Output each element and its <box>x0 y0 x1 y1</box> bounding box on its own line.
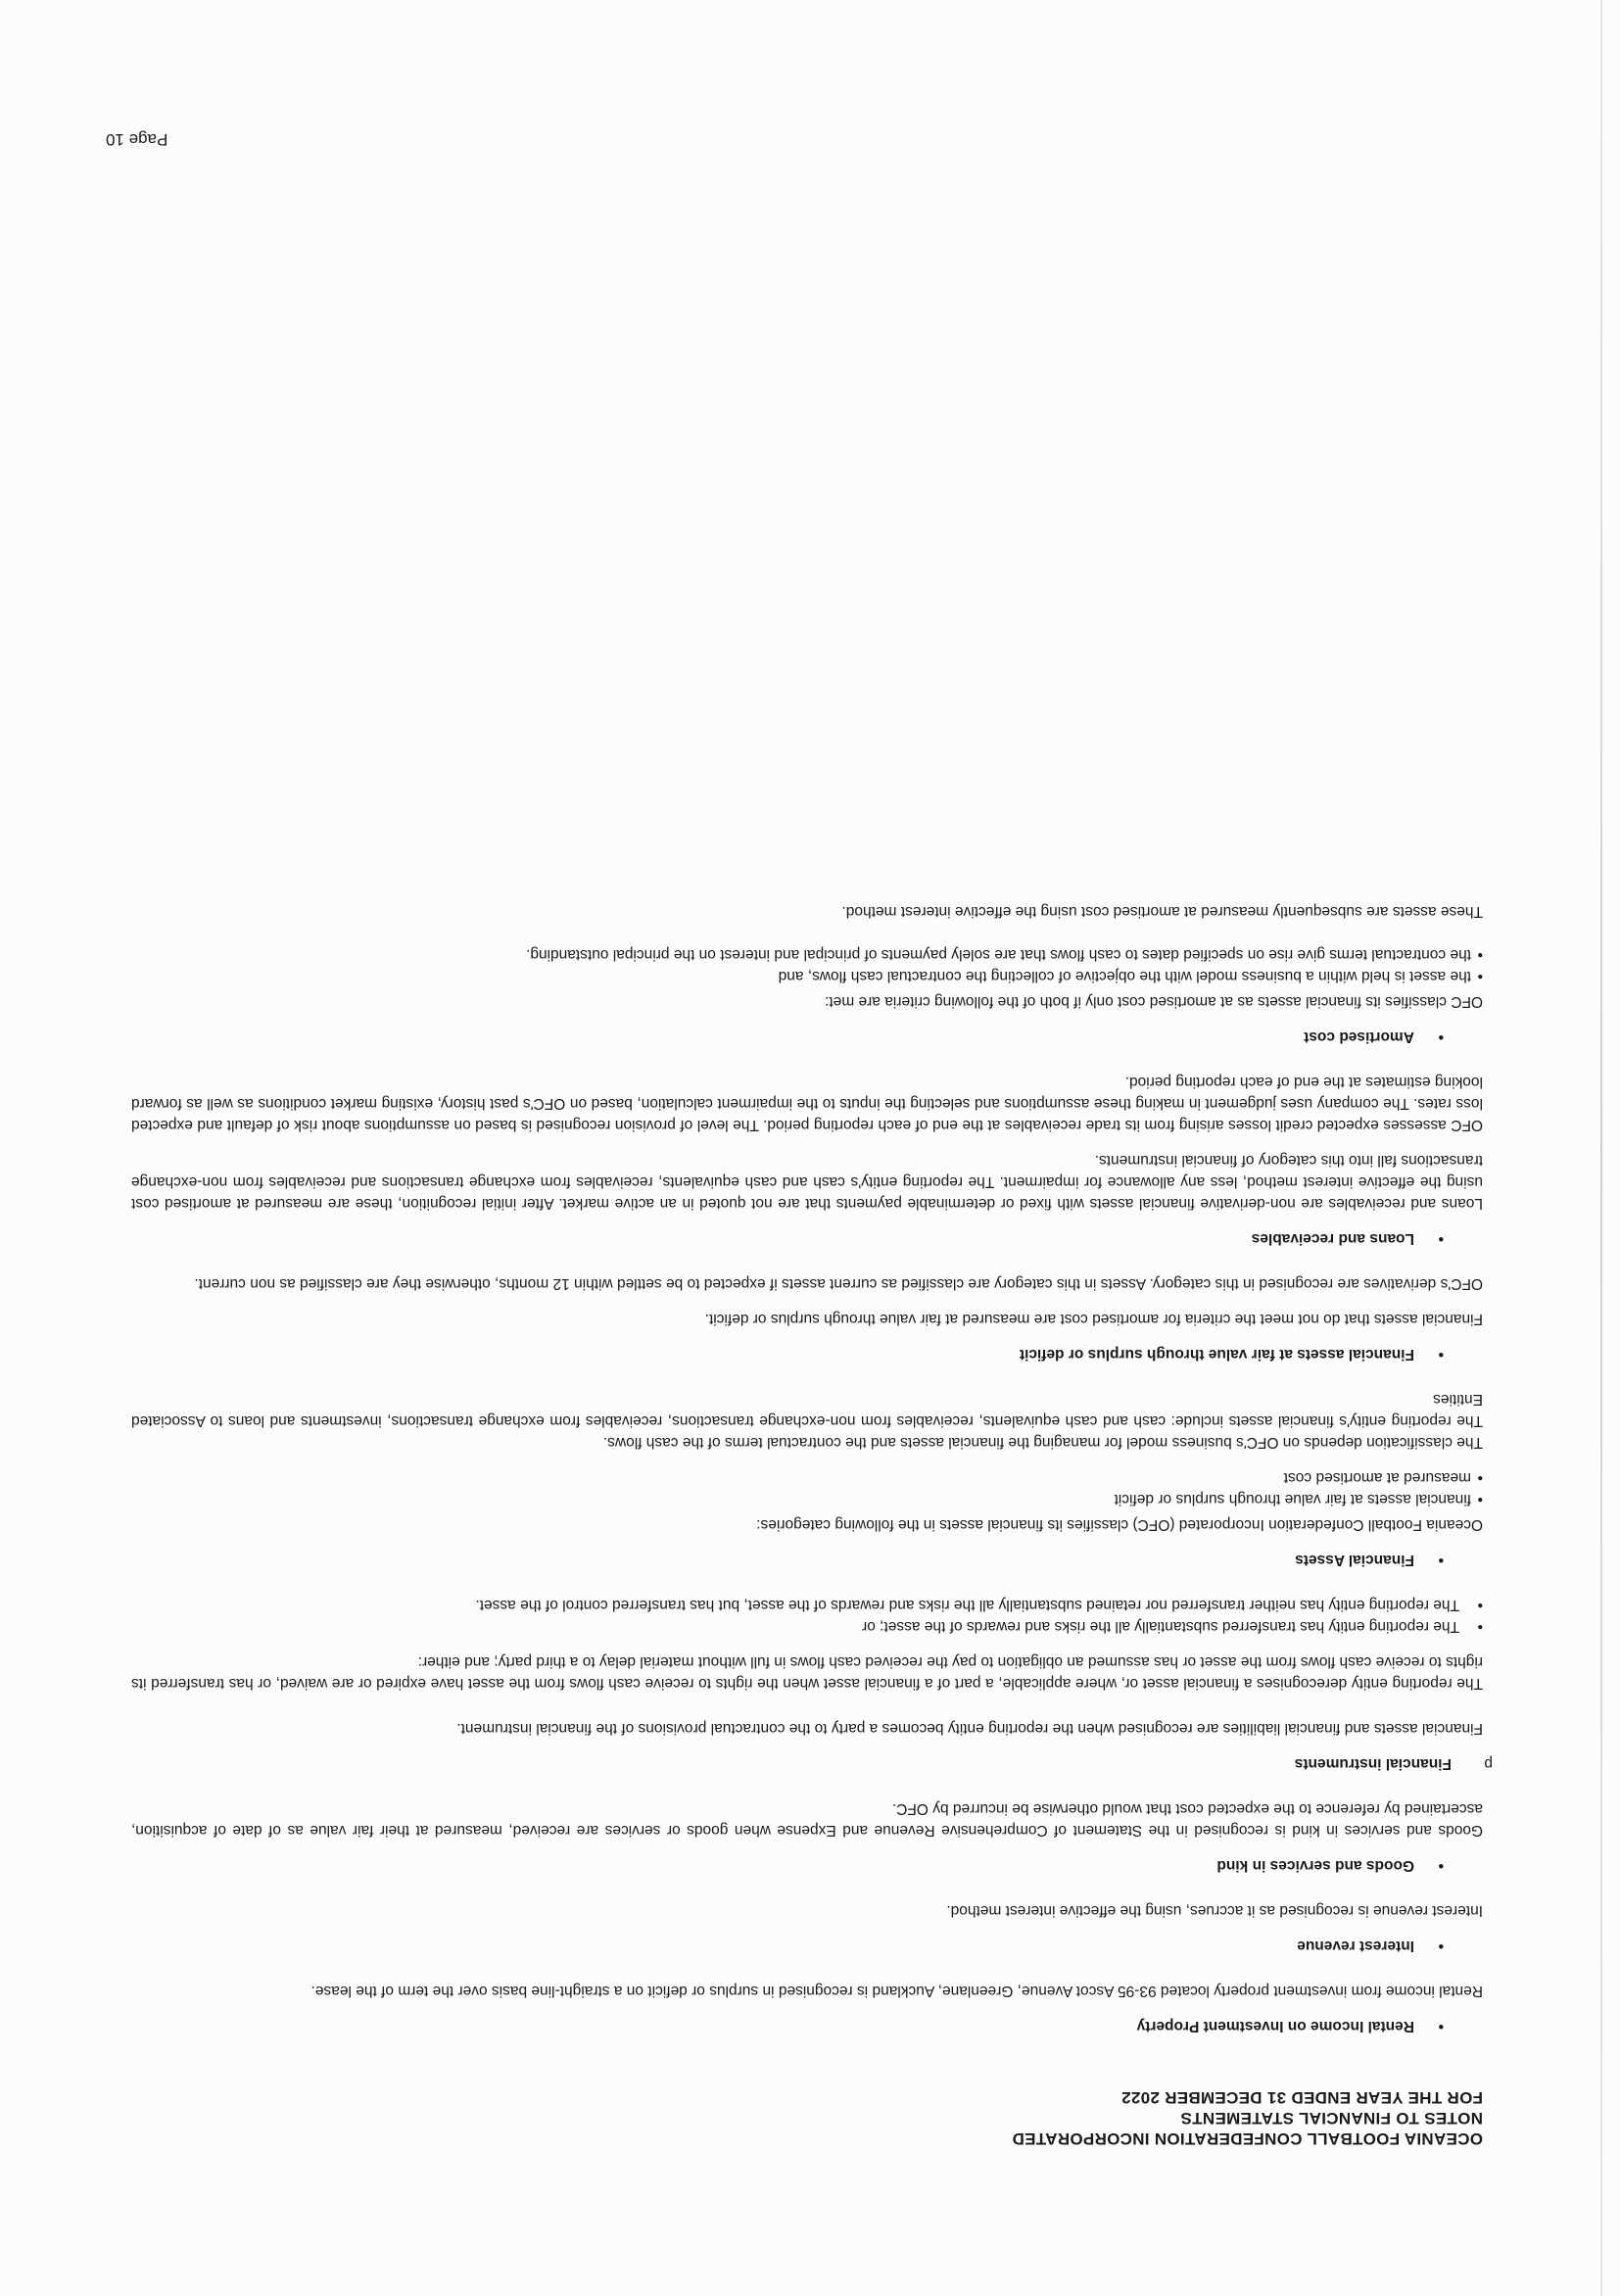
heading-text: Financial assets at fair value through surplus or deficit <box>1019 1346 1414 1363</box>
heading-text: Goods and services in kind <box>1216 1857 1414 1874</box>
section-financial-instruments <box>131 1594 1493 1774</box>
section-loans <box>131 1071 1483 1249</box>
bullet-icon: • <box>1438 1346 1444 1363</box>
list-item: • financial assets at fair value through surplus or deficit <box>131 1488 1483 1509</box>
page-number: Page 10 <box>106 130 168 149</box>
paragraph: OFC classifies its financial assets as at amortised cost only if both of the following criteria are met: <box>825 993 1483 1010</box>
section-goods <box>131 1797 1483 1876</box>
bullet-icon: • <box>1438 1937 1444 1954</box>
bullet-icon: • <box>1438 1028 1444 1045</box>
paragraph: Loans and receivables are non-derivative financial assets with fixed or determinable payments that are not quoted in an active market. After initial recognition, these are measured at amortised cost using the effective interest method, less any allowance for impairment. The reporting entity's cash and cash equivalents, receivables from exchange transactions and receivables from non-exchange transactions fall into this category of financial instruments. <box>131 1152 1483 1212</box>
section-heading <box>131 1752 1493 1774</box>
paragraph: These assets are subsequently measured at amortised cost using the effective interest method. <box>841 903 1483 920</box>
paragraph: Goods and services in kind is recognised in the Statement of Comprehensive Revenue and Expense when goods or services are received, measured at their fair value as of date of acquisition, ascertained by reference to the expected cost that would otherwise be incurred by OFC. <box>131 1800 1483 1839</box>
paragraph: Rental income from investment property located 93-95 Ascot Avenue, Greenlane, Auckland is recognised in surplus or deficit on a straight-line basis over the term of the lease. <box>310 1983 1483 1999</box>
paragraph: OFC's derivatives are recognised in this category. Assets in this category are classified as current assets if expected to be settled within 12 months, otherwise they are classified as non current. <box>194 1275 1483 1292</box>
heading-text: Rental Income on Investment Property <box>1136 2018 1414 2034</box>
list-item: • measured at amortised cost <box>131 1466 1483 1488</box>
section-heading <box>131 1549 1444 1570</box>
scan-edge-line <box>1600 0 1602 2296</box>
paragraph: The classification depends on OFC's business model for managing the financial assets and the contractual terms of the cash flows. <box>602 1434 1483 1451</box>
section-fvtsd <box>131 1272 1483 1364</box>
paragraph: The reporting entity's financial assets include: cash and cash equivalents, receivables from non-exchange transactions, receivables from exchange transactions, investments and loans to Associated Entities <box>131 1391 1483 1429</box>
page-content <box>131 886 1493 2149</box>
section-letter: p <box>1484 1755 1493 1772</box>
bullet-icon: • <box>1438 1552 1444 1568</box>
paragraph: The reporting entity derecognises a financial asset or, where applicable, a part of a financial asset when the rights to receive cash flows from the asset have expired or are waived, or has transferred its rights to receive cash flows from the asset or has assumed an obligation to pay the received cash flows in full without material delay to a third party; and either: <box>131 1653 1483 1692</box>
section-heading <box>131 1935 1444 1956</box>
section-rental <box>131 1980 1483 2036</box>
section-heading <box>131 1227 1444 1249</box>
paragraph: Interest revenue is recognised as it accrues, using the effective interest method. <box>946 1902 1483 1919</box>
paragraph: Financial assets and financial liabilities are recognised when the reporting entity becomes a party to the contractual provisions of the financial instrument. <box>456 1720 1483 1737</box>
paragraph: Oceania Football Confederation Incorporated (OFC) classifies its financial assets in the following categories: <box>756 1516 1483 1533</box>
list-item: • The reporting entity has neither transferred nor retained substantially all the risks and rewards of the asset, but has transferred control of the asset. <box>131 1594 1483 1615</box>
list-item: • the contractual terms give rise on specified dates to cash flows that are solely payments of principal and interest on the principal outstanding. <box>131 943 1483 965</box>
paragraph: OFC assesses expected credit losses arising from its trade receivables at the end of each reporting period. The level of provision recognised is based on assumptions about risk of default and expected loss rates. The company uses judgement in making these assumptions and selecting the inputs to the impairment calculation, based on OFC's past history, existing market conditions as well as forward looking estimates at the end of each reporting period. <box>131 1074 1483 1133</box>
bullet-list <box>131 1466 1483 1509</box>
heading-text: Amortised cost <box>1304 1028 1414 1045</box>
document-header <box>131 2087 1483 2149</box>
section-heading <box>131 1026 1444 1047</box>
section-amortised-cost <box>131 900 1483 1047</box>
heading-text: Interest revenue <box>1297 1937 1414 1954</box>
org-name: OCEANIA FOOTBALL CONFEDERATION INCORPORATED <box>1012 2129 1483 2148</box>
paragraph: Financial assets that do not meet the criteria for amortised cost are measured at fair value through surplus or deficit. <box>704 1311 1483 1327</box>
heading-text: Loans and receivables <box>1251 1230 1414 1247</box>
heading-text: Financial Assets <box>1295 1552 1414 1568</box>
section-heading <box>131 1854 1444 1876</box>
section-heading <box>131 1343 1444 1364</box>
period-title: FOR THE YEAR ENDED 31 DECEMBER 2022 <box>1120 2088 1483 2107</box>
section-interest <box>131 1899 1483 1956</box>
list-item: • the asset is held within a business model with the objective of collecting the contractual cash flows, and <box>131 965 1483 986</box>
bullet-icon: • <box>1438 1230 1444 1247</box>
bullet-icon: • <box>1438 1857 1444 1874</box>
notes-title: NOTES TO FINANCIAL STATEMENTS <box>1180 2109 1483 2128</box>
section-financial-assets <box>131 1388 1483 1570</box>
heading-text: Financial instruments <box>1294 1755 1452 1772</box>
list-item: • The reporting entity has transferred substantially all the risks and rewards of the asset; or <box>131 1615 1483 1637</box>
section-heading <box>131 2015 1444 2036</box>
bullet-list <box>131 943 1483 986</box>
bullet-list <box>131 1594 1483 1637</box>
bullet-icon: • <box>1438 2018 1444 2034</box>
